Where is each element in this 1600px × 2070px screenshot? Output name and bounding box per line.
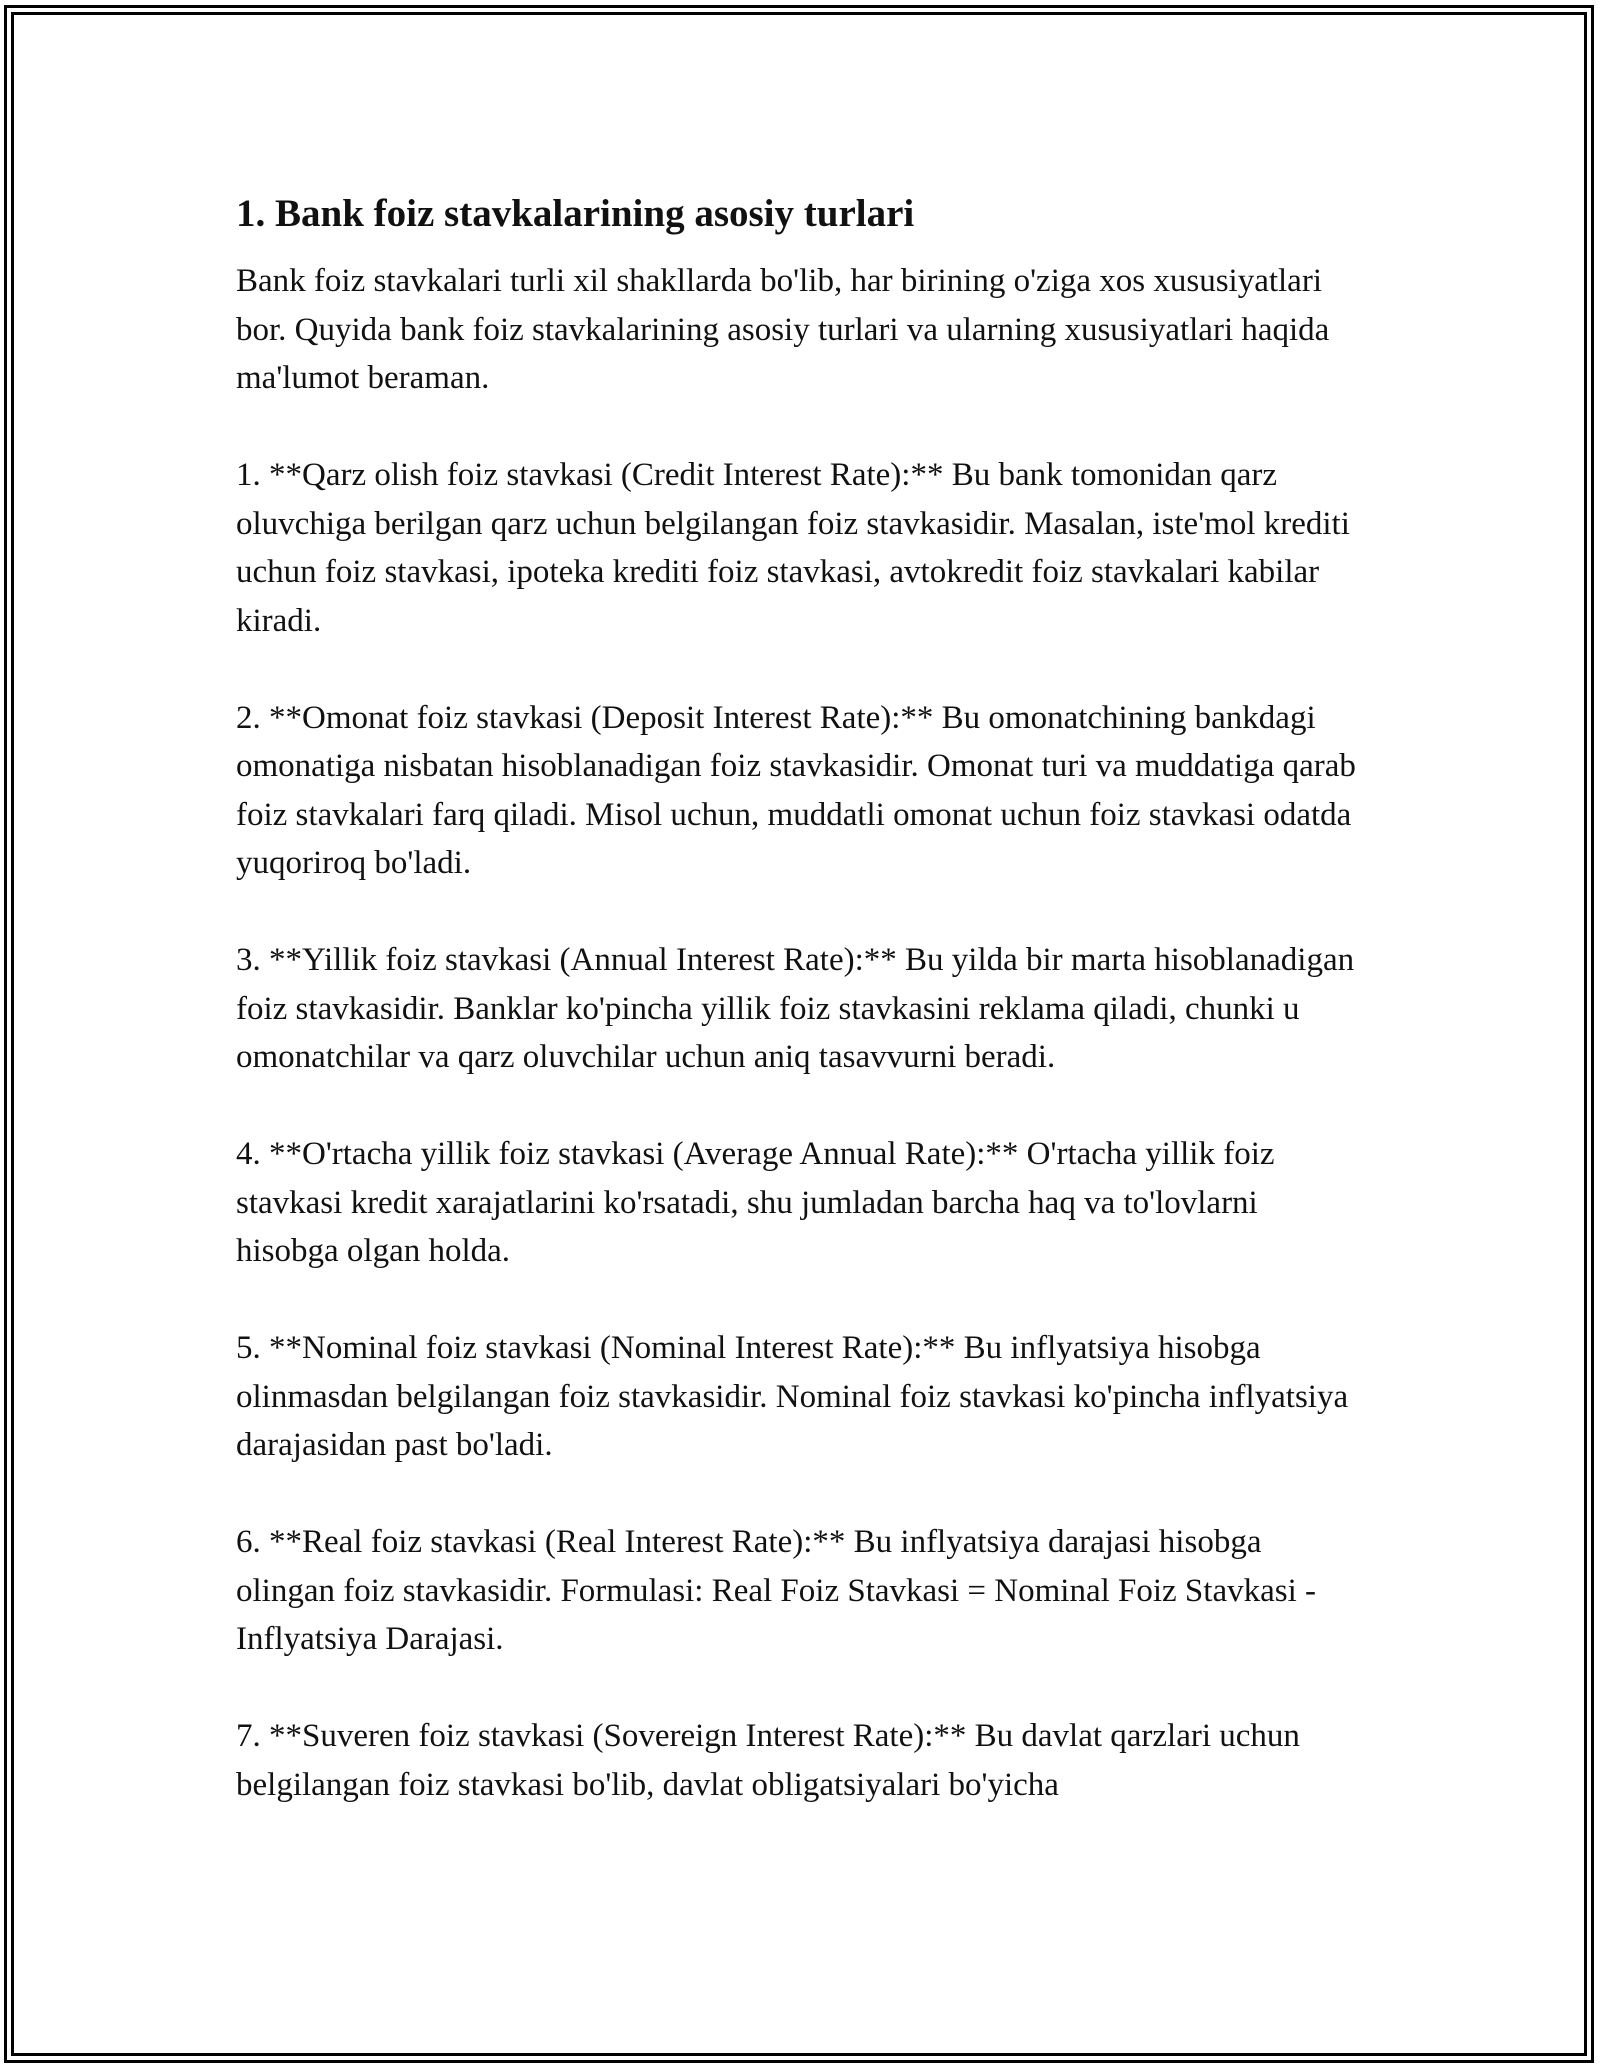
- item-credit-interest-rate: 1. **Qarz olish foiz stavkasi (Credit Interest Rate):** Bu bank tomonidan qarz oluvchiga berilgan qarz uchun belgilangan foiz stavkasidir. Masalan, iste'mol krediti uchun foiz stavkasi, ipoteka krediti foiz stavkasi, avtokredit foiz stavkalari kabilar kiradi.: [236, 457, 1350, 639]
- section-heading: 1. Bank foiz stavkalarining asosiy turlari: [236, 192, 915, 235]
- item-average-annual-rate: 4. **O'rtacha yillik foiz stavkasi (Average Annual Rate):** O'rtacha yillik foiz stavkasi kredit xarajatlarini ko'rsatadi, shu jumladan barcha haq va to'lovlarni hisobga olgan holda.: [236, 1136, 1275, 1269]
- document-body: [236, 184, 1366, 1809]
- item-deposit-interest-rate: 2. **Omonat foiz stavkasi (Deposit Interest Rate):** Bu omonatchining bankdagi omonatiga nisbatan hisoblanadigan foiz stavkasidir. Omonat turi va muddatiga qarab foiz stavkalari farq qiladi. Misol uchun, muddatli omonat uchun foiz stavkasi odatda yuqoriroq bo'ladi.: [236, 699, 1356, 881]
- item-annual-interest-rate: 3. **Yillik foiz stavkasi (Annual Interest Rate):** Bu yilda bir marta hisoblanadigan foiz stavkasidir. Banklar ko'pincha yillik foiz stavkasini reklama qiladi, chunki u omonatchilar va qarz oluvchilar uchun aniq tasavvurni beradi.: [236, 942, 1355, 1075]
- intro-paragraph: Bank foiz stavkalari turli xil shakllarda bo'lib, har birining o'ziga xos xususiyatlari bor. Quyida bank foiz stavkalarining asosiy turlari va ularning xususiyatlari haqida ma'lumot beraman.: [236, 263, 1330, 396]
- item-sovereign-interest-rate: 7. **Suveren foiz stavkasi (Sovereign Interest Rate):** Bu davlat qarzlari uchun belgilangan foiz stavkasi bo'lib, davlat obligatsiyalari bo'yicha: [236, 1718, 1300, 1803]
- item-real-interest-rate: 6. **Real foiz stavkasi (Real Interest Rate):** Bu inflyatsiya darajasi hisobga olingan foiz stavkasidir. Formulasi: Real Foiz Stavkasi = Nominal Foiz Stavkasi - Inflyatsiya Darajasi.: [236, 1524, 1316, 1657]
- item-nominal-interest-rate: 5. **Nominal foiz stavkasi (Nominal Interest Rate):** Bu inflyatsiya hisobga olinmasdan belgilangan foiz stavkasidir. Nominal foiz stavkasi ko'pincha inflyatsiya darajasidan past bo'ladi.: [236, 1330, 1349, 1463]
